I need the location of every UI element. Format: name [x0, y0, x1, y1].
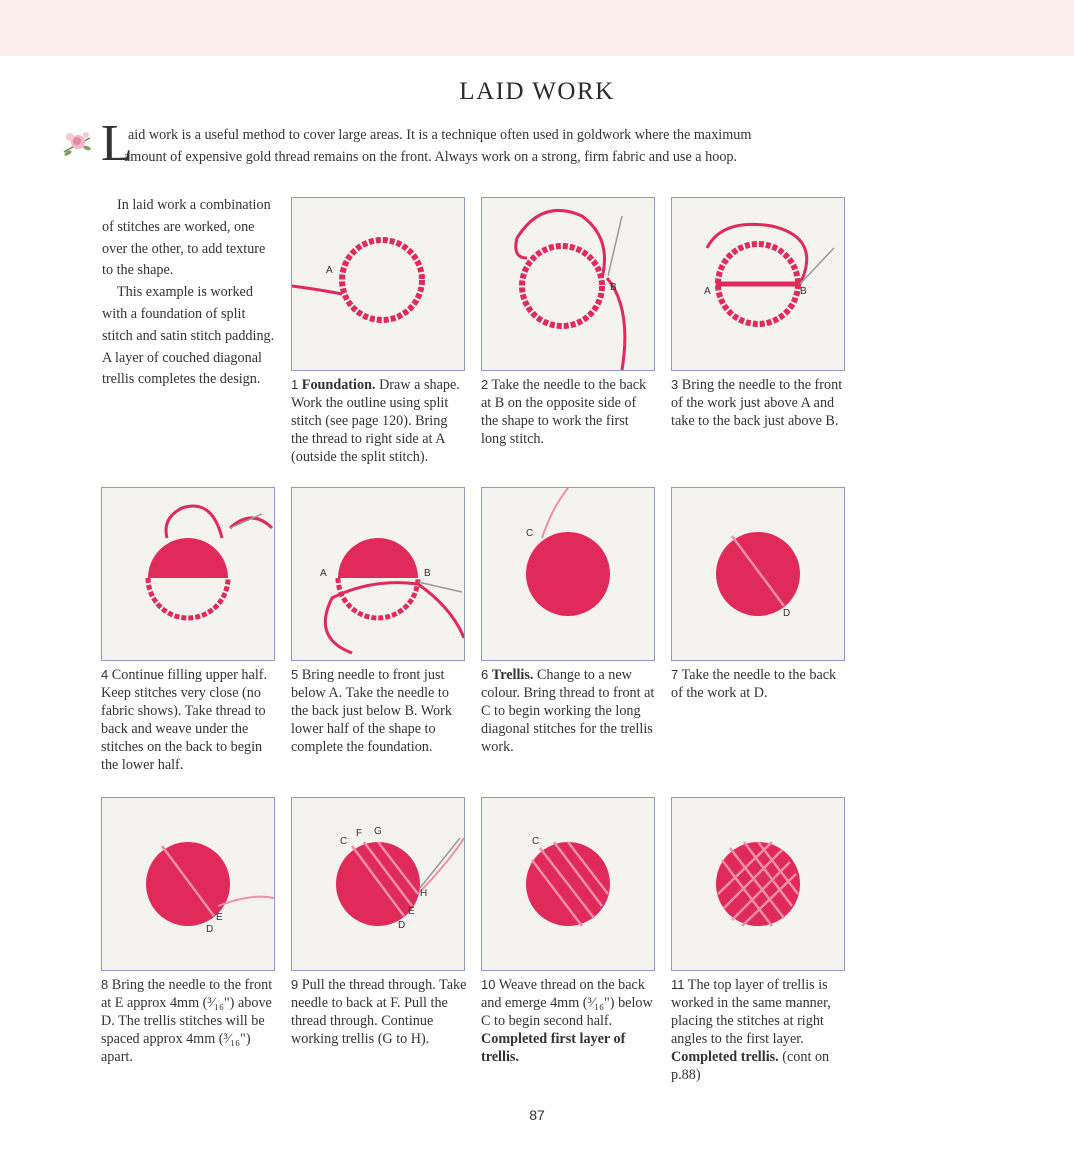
svg-text:E: E — [408, 906, 415, 917]
step-text: Take the needle to the back of the work at D. — [671, 667, 837, 701]
svg-text:C: C — [340, 836, 348, 847]
svg-text:F: F — [356, 828, 363, 839]
step-text: Bring needle to front just below A. Take the needle to the back just below B. Work lower half of the shape to complete the foundation. — [291, 667, 452, 755]
continued-note: (cont on p.88) — [671, 1049, 830, 1083]
step-10-photo — [481, 797, 655, 971]
step-text: The top layer of trellis is worked in the same manner, placing the stitches at right angles to the first layer. — [671, 977, 831, 1047]
step-number: 7 — [671, 667, 679, 682]
step-number: 3 — [671, 377, 679, 392]
step-number: 10 — [481, 977, 496, 992]
step-text: Change to a new colour. Bring thread to front at C to begin working the long diagonal stitches for the trellis work. — [481, 667, 655, 755]
step-4-photo — [101, 487, 275, 661]
svg-text:D: D — [398, 920, 406, 931]
step-6-caption — [481, 666, 657, 756]
step-11-photo — [671, 797, 845, 971]
svg-text:B: B — [800, 286, 807, 297]
step-heading: Trellis. — [491, 667, 534, 683]
step-1-caption — [291, 376, 467, 466]
step-3-caption — [671, 376, 847, 430]
svg-text:D: D — [206, 924, 214, 935]
step-7-photo — [671, 487, 845, 661]
side-paragraph-1: In laid work a combination of stitches are worked, one over the other, to add texture to the shape. — [102, 197, 271, 279]
step-heading: Foundation. — [301, 377, 376, 393]
step-4-caption — [101, 666, 277, 774]
step-completed-note: Completed first layer of trellis. — [481, 1031, 626, 1065]
step-10-caption — [481, 976, 657, 1066]
step-completed-note: Completed trellis. — [671, 1049, 779, 1065]
page-number: 87 — [529, 1107, 545, 1123]
step-2-caption — [481, 376, 657, 448]
step-text: Pull the thread through. Take needle to back at F. Pull the thread through. Continue working trellis (G to H). — [291, 977, 467, 1047]
step-number: 5 — [291, 667, 299, 682]
rose-ornament-icon — [60, 126, 96, 162]
svg-text:E: E — [216, 912, 223, 923]
intro-paragraph — [124, 124, 828, 168]
step-3-photo — [671, 197, 845, 371]
step-2-photo — [481, 197, 655, 371]
svg-text:D: D — [783, 608, 791, 619]
step-number: 8 — [101, 977, 109, 992]
svg-text:B: B — [424, 568, 431, 579]
step-5-photo — [291, 487, 465, 661]
step-5-caption — [291, 666, 467, 756]
intro-line-1: aid work is a useful method to cover large areas. It is a technique often used in goldwork where the maximum — [128, 127, 752, 143]
side-text — [102, 195, 278, 391]
step-text: Weave thread on the back and emerge 4mm (³⁄₁₆") below C to begin second half. — [481, 977, 653, 1029]
svg-text:C: C — [532, 836, 540, 847]
svg-text:H: H — [420, 888, 428, 899]
intro-line-2: amount of expensive gold thread remains on the front. Always work on a strong, firm fabric and use a hoop. — [124, 149, 738, 165]
step-number: 1 — [291, 377, 299, 392]
header-band — [0, 0, 1074, 56]
step-9-caption — [291, 976, 467, 1048]
svg-text:B: B — [610, 282, 617, 293]
drop-cap: L — [101, 115, 133, 172]
side-paragraph-2: This example is worked with a foundation of split stitch and satin stitch padding. A layer of couched diagonal trellis completes the design. — [102, 284, 275, 388]
step-number: 2 — [481, 377, 489, 392]
svg-text:C: C — [526, 528, 534, 539]
svg-text:G: G — [374, 826, 382, 837]
step-text: Bring the needle to the front at E approx 4mm (³⁄₁₆") above D. The trellis stitches will be spaced approx 4mm (³⁄₁₆") apart. — [101, 977, 273, 1065]
svg-text:A: A — [704, 286, 711, 297]
step-7-caption — [671, 666, 847, 702]
step-text: Take the needle to the back at B on the opposite side of the shape to work the first long stitch. — [481, 377, 647, 447]
step-8-caption — [101, 976, 277, 1066]
step-text: Bring the needle to the front of the work just above A and take to the back just above B. — [671, 377, 843, 429]
step-1-photo — [291, 197, 465, 371]
svg-text:A: A — [326, 265, 333, 276]
step-text: Continue filling upper half. Keep stitches very close (no fabric shows). Take thread to back and weave under the stitches on the back to begin the lower half. — [101, 667, 268, 773]
step-text: Draw a shape. Work the outline using split stitch (see page 120). Bring the thread to right side at A (outside the split stitch). — [291, 377, 460, 465]
page-title: LAID WORK — [459, 78, 615, 105]
step-number: 9 — [291, 977, 299, 992]
step-9-photo — [291, 797, 465, 971]
step-8-photo — [101, 797, 275, 971]
step-6-photo — [481, 487, 655, 661]
step-11-caption — [671, 976, 847, 1084]
step-number: 11 — [671, 977, 685, 992]
step-number: 6 — [481, 667, 489, 682]
svg-text:A: A — [320, 568, 327, 579]
step-number: 4 — [101, 667, 109, 682]
